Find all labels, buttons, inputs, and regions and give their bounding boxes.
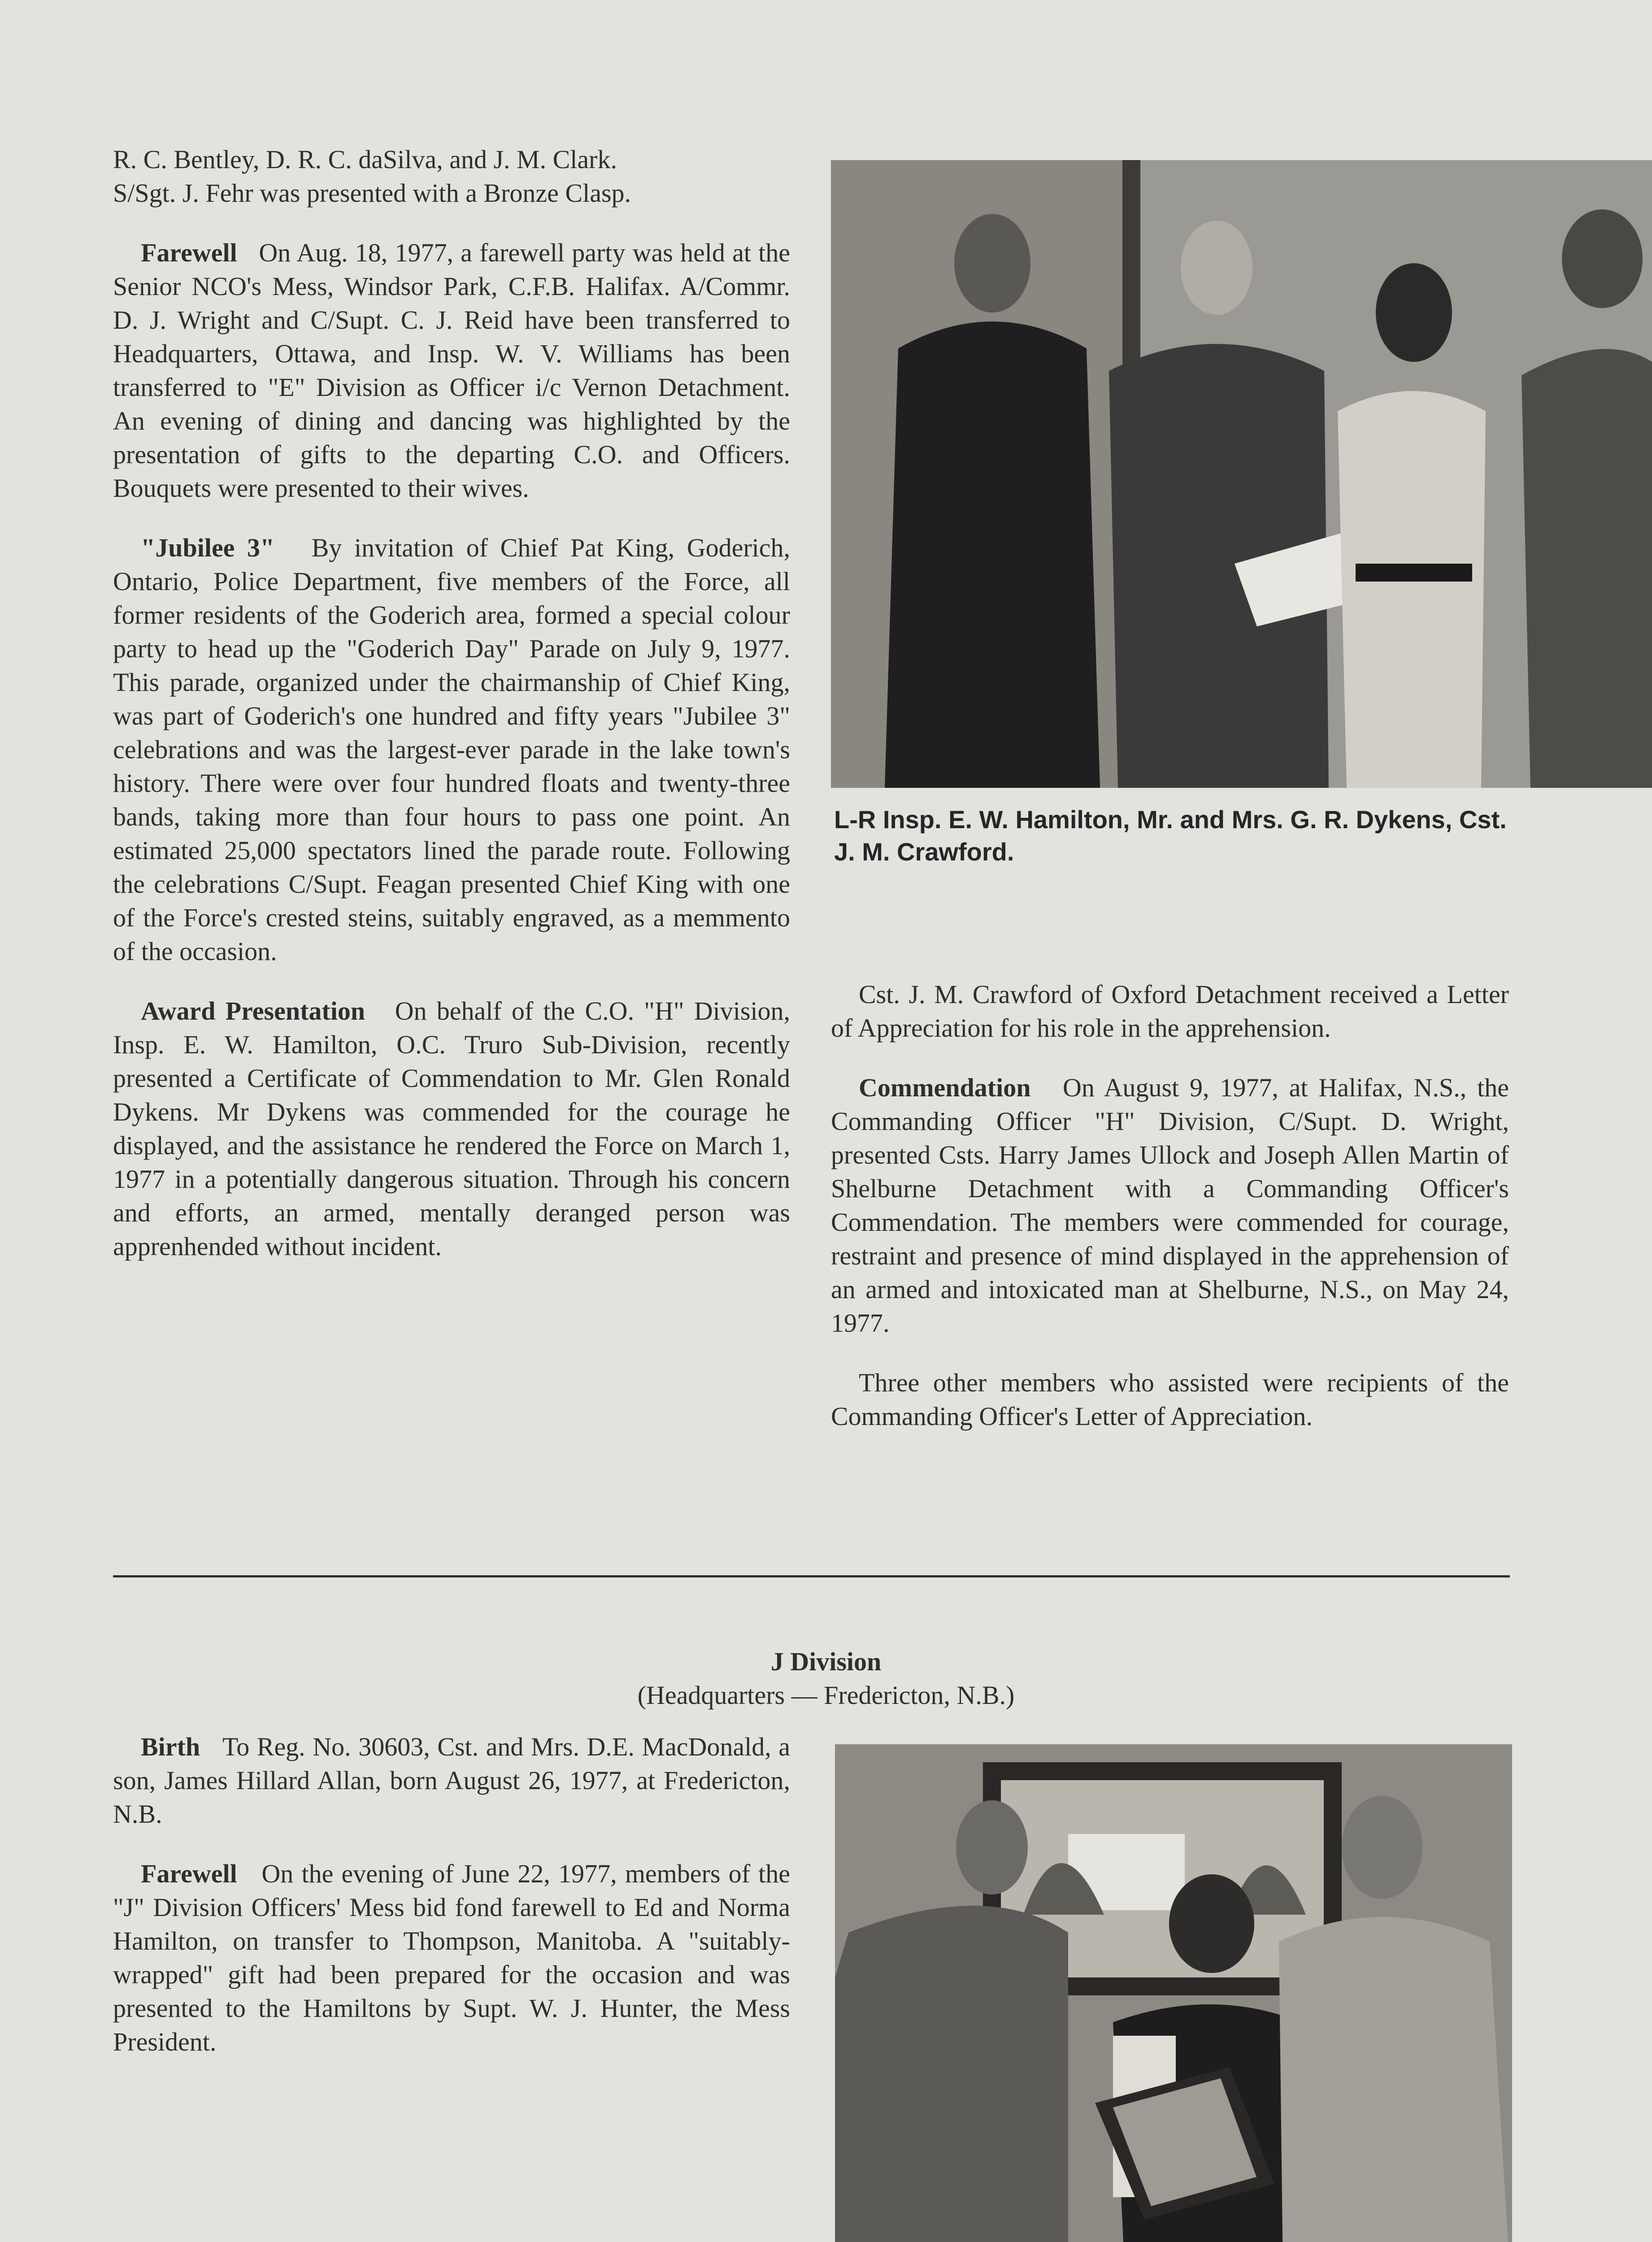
right-column-top (831, 978, 1509, 1459)
section-divider (113, 1575, 1510, 1577)
photo-painting-presentation-image (835, 1744, 1512, 2242)
award-text: On behalf of the C.O. "H" Division, Insp. E. W. Hamilton, O.C. Truro Sub-Division, recently presented a Certificate of Commendation to Mr. Glen Ronald Dykens. Mr Dykens was commended for the courage he displayed, and the assistance he rendered the Force on March 1, 1977 in a potentially dangerous situation. Through his concern and efforts, an armed, mentally deranged person was apprenhended without incident. (113, 996, 790, 1261)
intro-line-1: R. C. Bentley, D. R. C. daSilva, and J. M. Clark. (113, 145, 617, 174)
three-other-paragraph: Three other members who assisted were recipients of the Commanding Officer's Letter of Appreciation. (831, 1368, 1509, 1431)
award-paragraph (113, 994, 790, 1263)
left-column-top (113, 143, 790, 1289)
commendation-heading: Commendation (859, 1073, 1031, 1102)
jubilee-text: By invitation of Chief Pat King, Goderich, Ontario, Police Department, five members of the Force, all former residents of the Goderich area, formed a special colour party to head up the "Goderich Day" Parade on July 9, 1977. This parade, organized under the chairmanship of Chief King, was part of Goderich's one hundred and fifty years "Jubilee 3" celebrations and was the largest-ever parade in the lake town's history. There were over four hundred floats and twenty-three bands, taking more than four hours to pass one point. An estimated 25,000 spectators lined the parade route. Following the celebrations C/Supt. Feagan presented Chief King with one of the Force's crested steins, suitably engraved, as a memmento of the occasion. (113, 533, 790, 966)
award-heading: Award Presentation (141, 996, 365, 1025)
photo-award-presentation (831, 160, 1652, 788)
commendation-text: On August 9, 1977, at Halifax, N.S., the Commanding Officer "H" Division, C/Supt. D. Wright, presented Csts. Harry James Ullock and Joseph Allen Martin of Shelburne Detachment with a Commanding Officer's Commendation. The members were commended for courage, restraint and presence of mind displayed in the apprehension of an armed and intoxicated man at Shelburne, N.S., on May 24, 1977. (831, 1073, 1509, 1338)
photo-award-presentation-image (831, 160, 1652, 788)
farewell-2-heading: Farewell (141, 1859, 237, 1888)
birth-text: To Reg. No. 30603, Cst. and Mrs. D.E. MacDonald, a son, James Hillard Allan, born August 26, 1977, at Fredericton, N.B. (113, 1732, 790, 1829)
farewell-2-paragraph (113, 1857, 790, 2059)
birth-paragraph (113, 1730, 790, 1831)
birth-heading: Birth (141, 1732, 200, 1761)
section-title: J Division (770, 1647, 882, 1676)
crawford-paragraph: Cst. J. M. Crawford of Oxford Detachment received a Letter of Appreciation for his role in the apprehension. (831, 980, 1509, 1043)
photo-1-caption: L-R Insp. E. W. Hamilton, Mr. and Mrs. G. R. Dykens, Cst. J. M. Crawford. (834, 805, 1507, 866)
farewell-heading: Farewell (141, 238, 237, 267)
left-column-bottom (113, 1730, 790, 2085)
section-subtitle: (Headquarters — Fredericton, N.B.) (637, 1681, 1015, 1710)
jubilee-paragraph (113, 531, 790, 968)
farewell-paragraph (113, 236, 790, 505)
jubilee-heading: "Jubilee 3" (141, 533, 275, 562)
commendation-paragraph (831, 1071, 1509, 1340)
farewell-2-text: On the evening of June 22, 1977, members of the "J" Division Officers' Mess bid fond farewell to Ed and Norma Hamilton, on transfer to Thompson, Manitoba. A "suitably-wrapped" gift had been prepared for the occasion and was presented to the Hamiltons by Supt. W. J. Hunter, the Mess President. (113, 1859, 791, 2056)
photo-painting-presentation (835, 1744, 1512, 2242)
intro-line-2: S/Sgt. J. Fehr was presented with a Bronze Clasp. (113, 178, 631, 208)
farewell-text: On Aug. 18, 1977, a farewell party was held at the Senior NCO's Mess, Windsor Park, C.F.B. Halifax. A/Commr. D. J. Wright and C/Supt. C. J. Reid have been transferred to Headquarters, Ottawa, and Insp. W. V. Williams has been transferred to "E" Division as Officer i/c Vernon Detachment. An evening of dining and dancing was highlighted by the presentation of gifts to the departing C.O. and Officers. Bouquets were presented to their wives. (113, 238, 791, 503)
